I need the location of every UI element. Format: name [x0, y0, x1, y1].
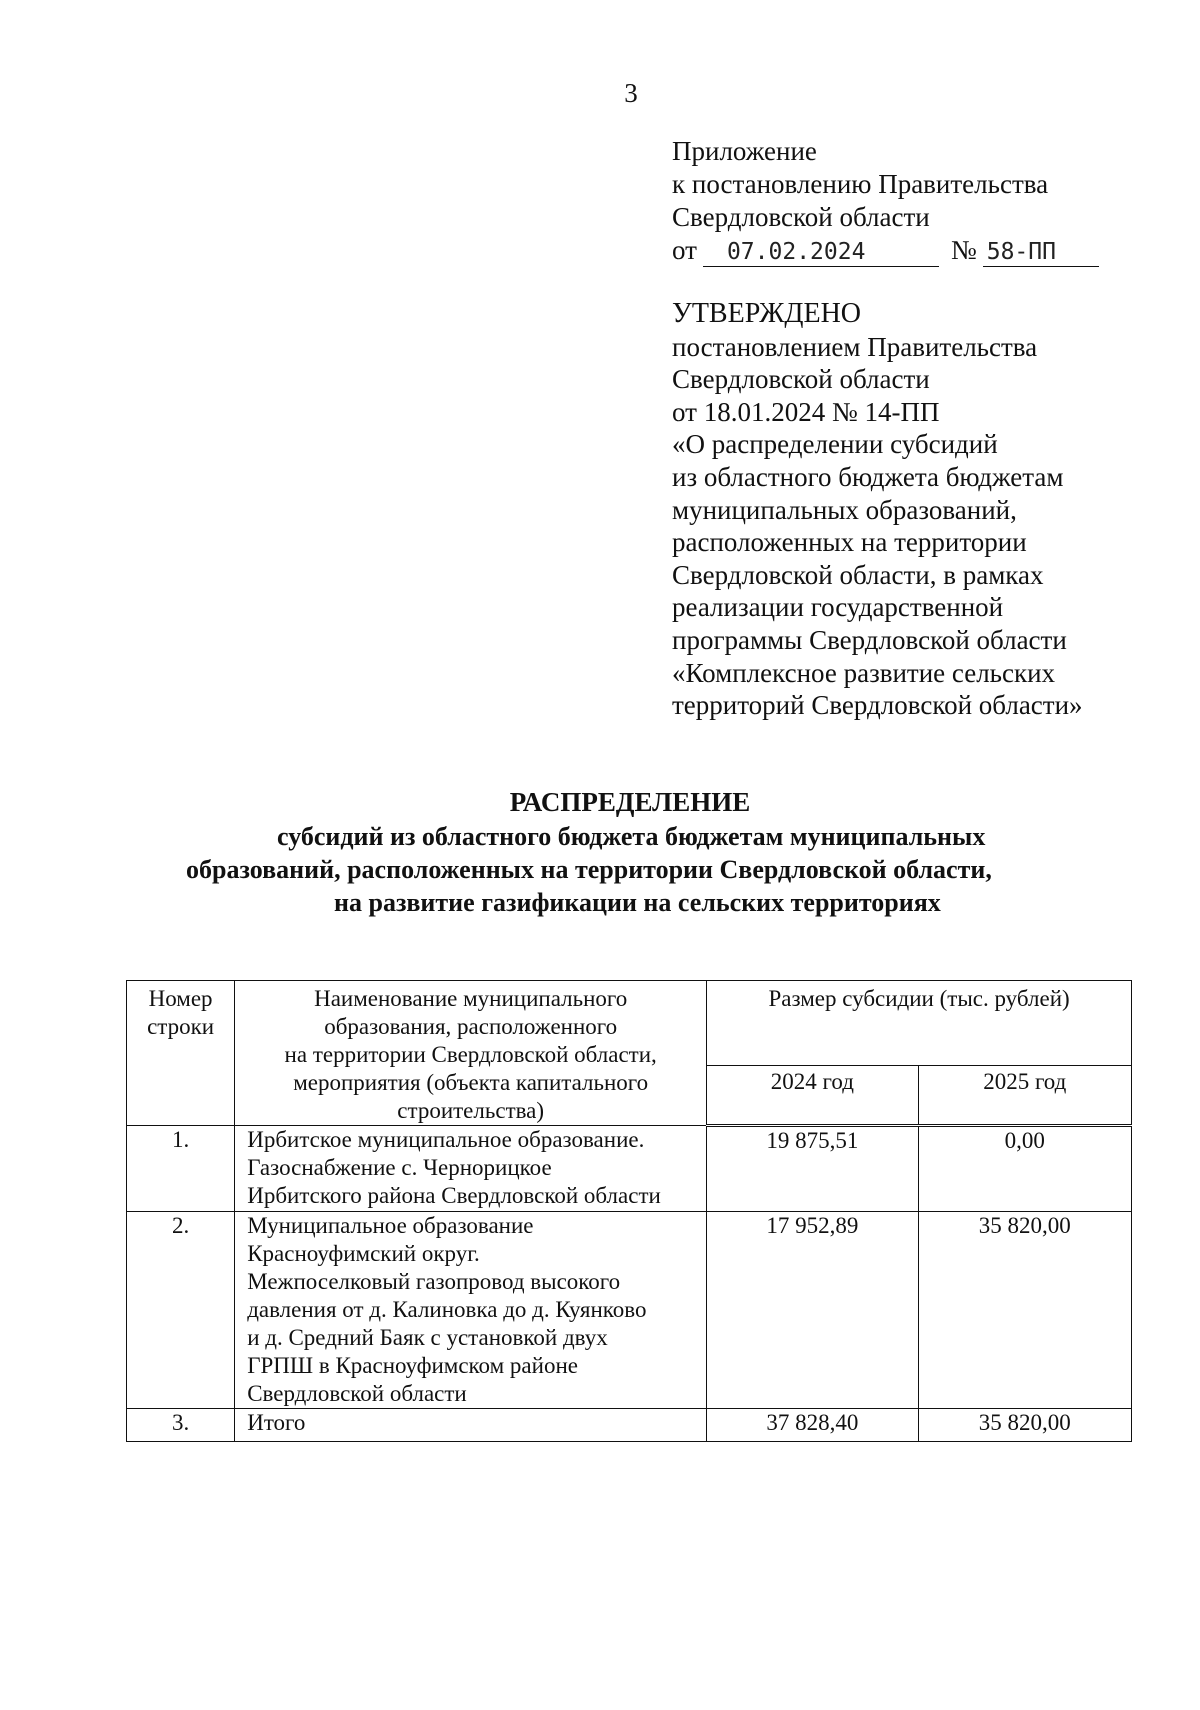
document-subtitle-line-2: образований, расположенных на территории Свердловской области,	[186, 855, 992, 884]
approved-line: «Комплексное развитие сельских	[672, 657, 1056, 688]
row-amount-2024: 19 875,51	[707, 1126, 918, 1212]
appendix-line-1: Приложение	[672, 136, 817, 166]
table-row-total	[127, 1409, 1132, 1442]
row-name-line: Итого	[247, 1410, 306, 1435]
page-number: 3	[624, 78, 638, 108]
appendix-line-2: к постановлению Правительства	[672, 169, 1049, 199]
approved-line: реализации государственной	[672, 592, 1004, 623]
row-name-line: Муниципальное образование	[247, 1213, 534, 1238]
approved-line: программы Свердловской области	[672, 624, 1067, 655]
appendix-date: 07.02.2024	[703, 238, 939, 267]
header-name-line: образования, расположенного	[324, 1014, 618, 1039]
header-row-number	[127, 981, 235, 1126]
row-name	[235, 1409, 707, 1442]
row-name-line: Газоснабжение с. Чернорицкое	[247, 1155, 552, 1180]
header-name-line: Наименование муниципального	[314, 986, 628, 1011]
row-amount-2025: 0,00	[918, 1126, 1131, 1212]
approved-line: расположенных на территории	[672, 527, 1027, 558]
approved-line: Свердловской области	[672, 364, 930, 395]
header-name	[235, 981, 707, 1126]
table-header-row	[127, 981, 1132, 1066]
appendix-block	[672, 135, 1142, 267]
row-name-line: Ирбитское муниципальное образование.	[247, 1127, 645, 1152]
header-year-2025: 2025 год	[918, 1066, 1131, 1126]
document-subtitle-line-3: на развитие газификации на сельских территориях	[334, 888, 941, 917]
approved-line: муниципальных образований,	[672, 494, 1017, 525]
approved-line: постановлением Правительства	[672, 331, 1038, 362]
row-amount-2024: 37 828,40	[707, 1409, 918, 1442]
row-amount-2025: 35 820,00	[918, 1212, 1131, 1409]
subsidy-table	[126, 980, 1132, 1442]
header-name-line: на территории Свердловской области,	[284, 1042, 657, 1067]
header-name-line: мероприятия (объекта капитального	[293, 1070, 649, 1095]
header-row-number-line: Номер	[148, 986, 213, 1011]
row-name-line: Ирбитского района Свердловской области	[247, 1183, 661, 1208]
row-amount-2024: 17 952,89	[707, 1212, 918, 1409]
approved-line: «О распределении субсидий	[672, 429, 998, 460]
approved-block	[672, 298, 1172, 722]
approved-line: территорий Свердловской области»	[672, 690, 1083, 721]
header-year-2024: 2024 год	[707, 1066, 918, 1126]
row-name-line: Красноуфимский округ.	[247, 1241, 480, 1266]
table-row	[127, 1126, 1132, 1212]
approved-title: УТВЕРЖДЕНО	[672, 298, 862, 329]
approved-line: от 18.01.2024 № 14-ПП	[672, 396, 940, 427]
header-subsidy-size: Размер субсидии (тыс. рублей)	[707, 981, 1132, 1066]
header-row-number-line: строки	[147, 1014, 215, 1039]
row-name-line: давления от д. Калиновка до д. Куянково	[247, 1297, 647, 1322]
appendix-line-3: Свердловской области	[672, 202, 930, 232]
document-subtitle-line-1: субсидий из областного бюджета бюджетам муниципальных	[277, 822, 986, 851]
table-row	[127, 1212, 1132, 1409]
row-name-line: Свердловской области	[247, 1381, 467, 1406]
row-amount-2025: 35 820,00	[918, 1409, 1131, 1442]
row-name	[235, 1212, 707, 1409]
approved-line: Свердловской области, в рамках	[672, 559, 1044, 590]
approved-line: из областного бюджета бюджетам	[672, 461, 1064, 492]
header-name-line: строительства)	[397, 1098, 545, 1123]
row-name-line: Межпоселковый газопровод высокого	[247, 1269, 621, 1294]
appendix-date-number-line	[672, 234, 1142, 267]
document-title: РАСПРЕДЕЛЕНИЕ	[509, 787, 751, 817]
appendix-number-label: №	[950, 235, 977, 265]
row-number: 1.	[127, 1126, 235, 1212]
row-name-line: и д. Средний Баяк с установкой двух	[247, 1325, 608, 1350]
appendix-number: 58-ПП	[983, 238, 1099, 267]
appendix-from-label: от	[672, 235, 697, 265]
row-name	[235, 1126, 707, 1212]
row-number: 2.	[127, 1212, 235, 1409]
row-number: 3.	[127, 1409, 235, 1442]
row-name-line: ГРПШ в Красноуфимском районе	[247, 1353, 578, 1378]
